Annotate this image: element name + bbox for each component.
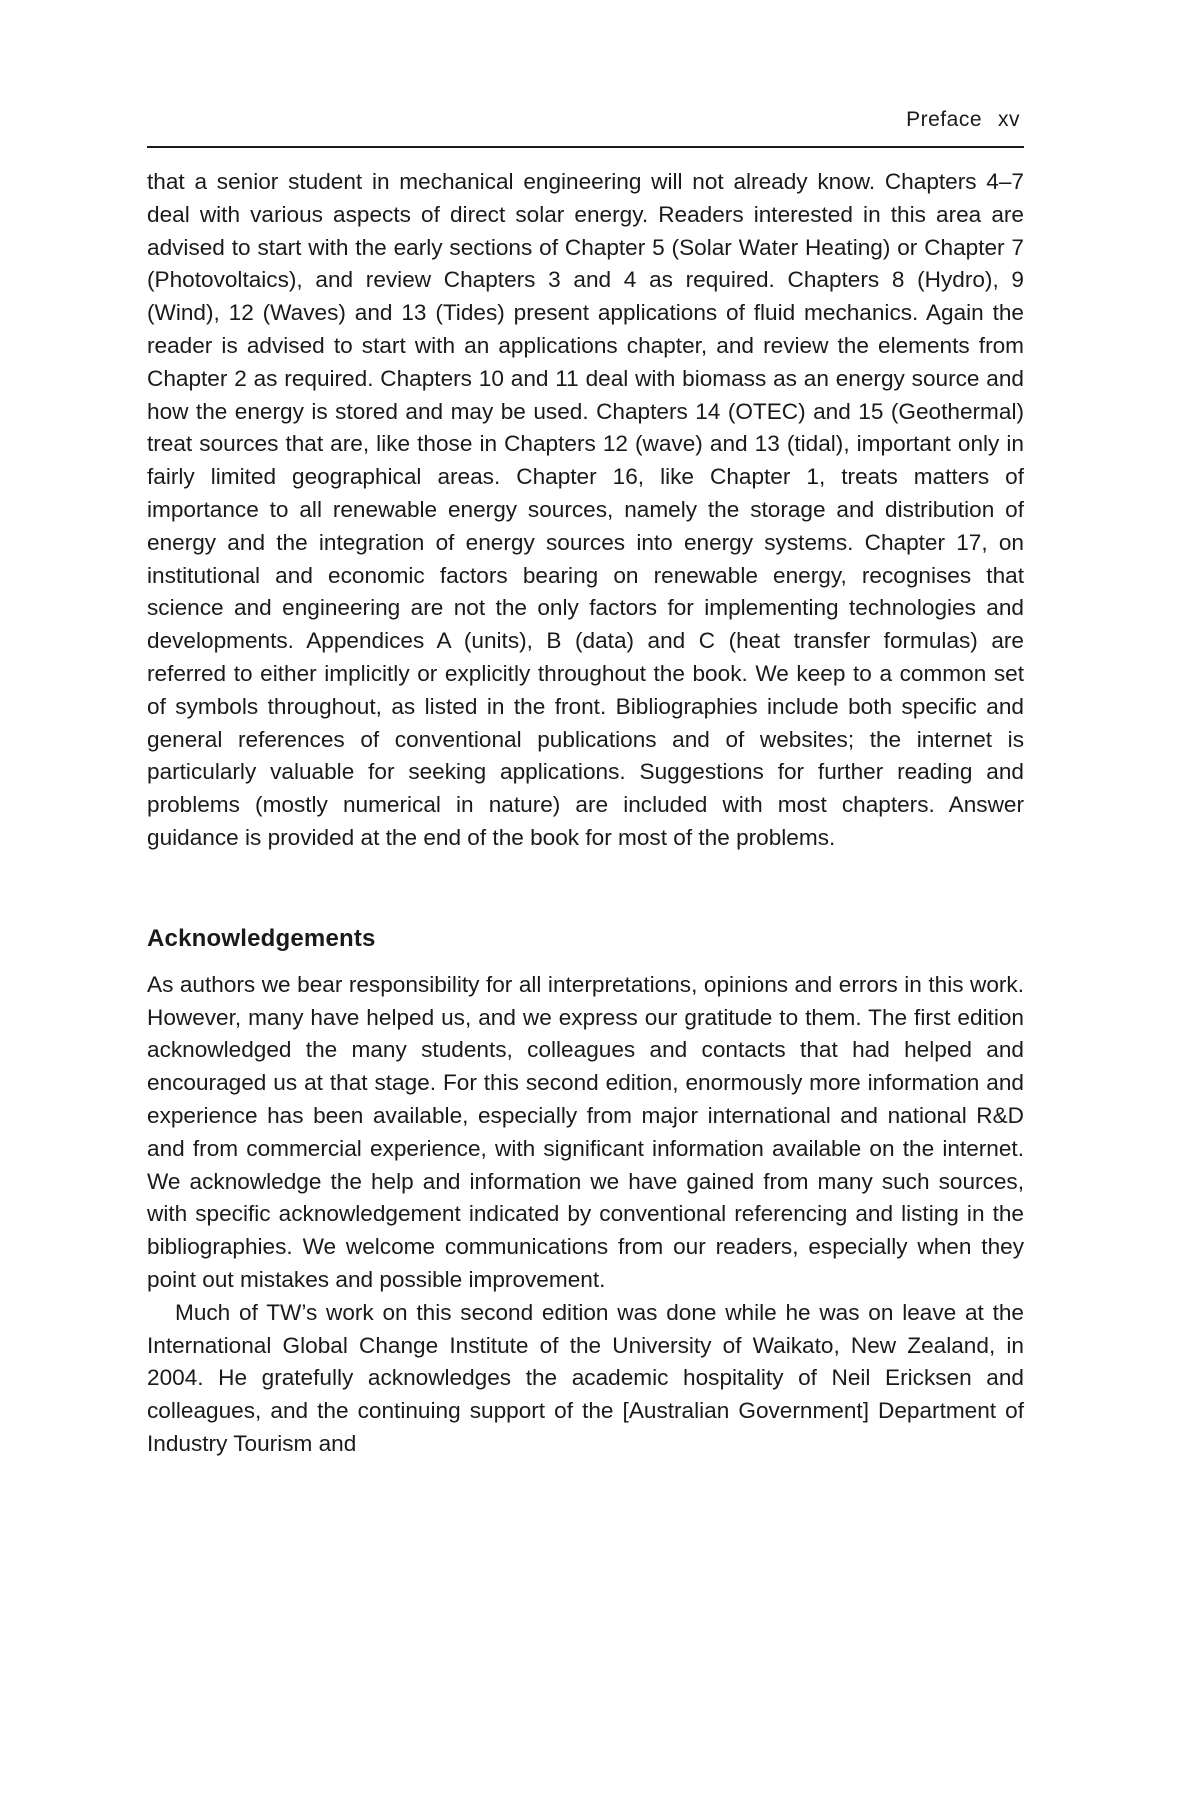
acknowledgements-paragraph-1: As authors we bear responsibility for all interpretations, opinions and errors in this work. However, many have helped us, and we express our gratitude to them. The first edition acknowledged the many students, colleagues and contacts that had helped and encouraged us at that stage. For this second edition, enormously more information and experience has been available, especially from major international and national R&D and from commercial experience, with significant information available on the internet. We acknowledge the help and information we have gained from many such sources, with specific acknowledgement indicated by conventional referencing and listing in the bibliographies. We welcome communications from our readers, especially when they point out mistakes and possible improvement.	[147, 971, 1024, 1292]
section-heading-acknowledgements: Acknowledgements	[147, 924, 376, 952]
page-number: xv	[998, 108, 1020, 131]
running-head-title: Preface	[906, 108, 982, 131]
book-page	[147, 108, 1024, 1461]
acknowledgements-paragraph-2: Much of TW’s work on this second edition was done while he was on leave at the International Global Change Institute of the University of Waikato, New Zealand, in 2004. He gratefully acknowledges the academic hospitality of Neil Ericksen and colleagues, and the continuing support of the [Australian Government] Department of Industry Tourism and	[147, 1299, 1024, 1456]
running-head	[147, 108, 1024, 138]
header-rule	[147, 146, 1024, 148]
intro-paragraph: that a senior student in mechanical engineering will not already know. Chapters 4–7 deal with various aspects of direct solar energy. Readers interested in this area are advised to start with the early sections of Chapter 5 (Solar Water Heating) or Chapter 7 (Photovoltaics), and review Chapters 3 and 4 as required. Chapters 8 (Hydro), 9 (Wind), 12 (Waves) and 13 (Tides) present applications of fluid mechanics. Again the reader is advised to start with an applications chapter, and review the elements from Chapter 2 as required. Chapters 10 and 11 deal with biomass as an energy source and how the energy is stored and may be used. Chapters 14 (OTEC) and 15 (Geothermal) treat sources that are, like those in Chapters 12 (wave) and 13 (tidal), important only in fairly limited geographical areas. Chapter 16, like Chapter 1, treats matters of importance to all renewable energy sources, namely the storage and distribution of energy and the integration of energy sources into energy systems. Chapter 17, on institutional and economic factors bearing on renewable energy, recognises that science and engineering are not the only factors for implementing technologies and developments. Appendices A (units), B (data) and C (heat transfer formulas) are referred to either implicitly or explicitly throughout the book. We keep to a common set of symbols throughout, as listed in the front. Bibliographies include both specific and general references of conventional publications and of websites; the internet is particularly valuable for seeking applications. Suggestions for further reading and problems (mostly numerical in nature) are included with most chapters. Answer guidance is provided at the end of the book for most of the problems.	[147, 169, 1024, 850]
